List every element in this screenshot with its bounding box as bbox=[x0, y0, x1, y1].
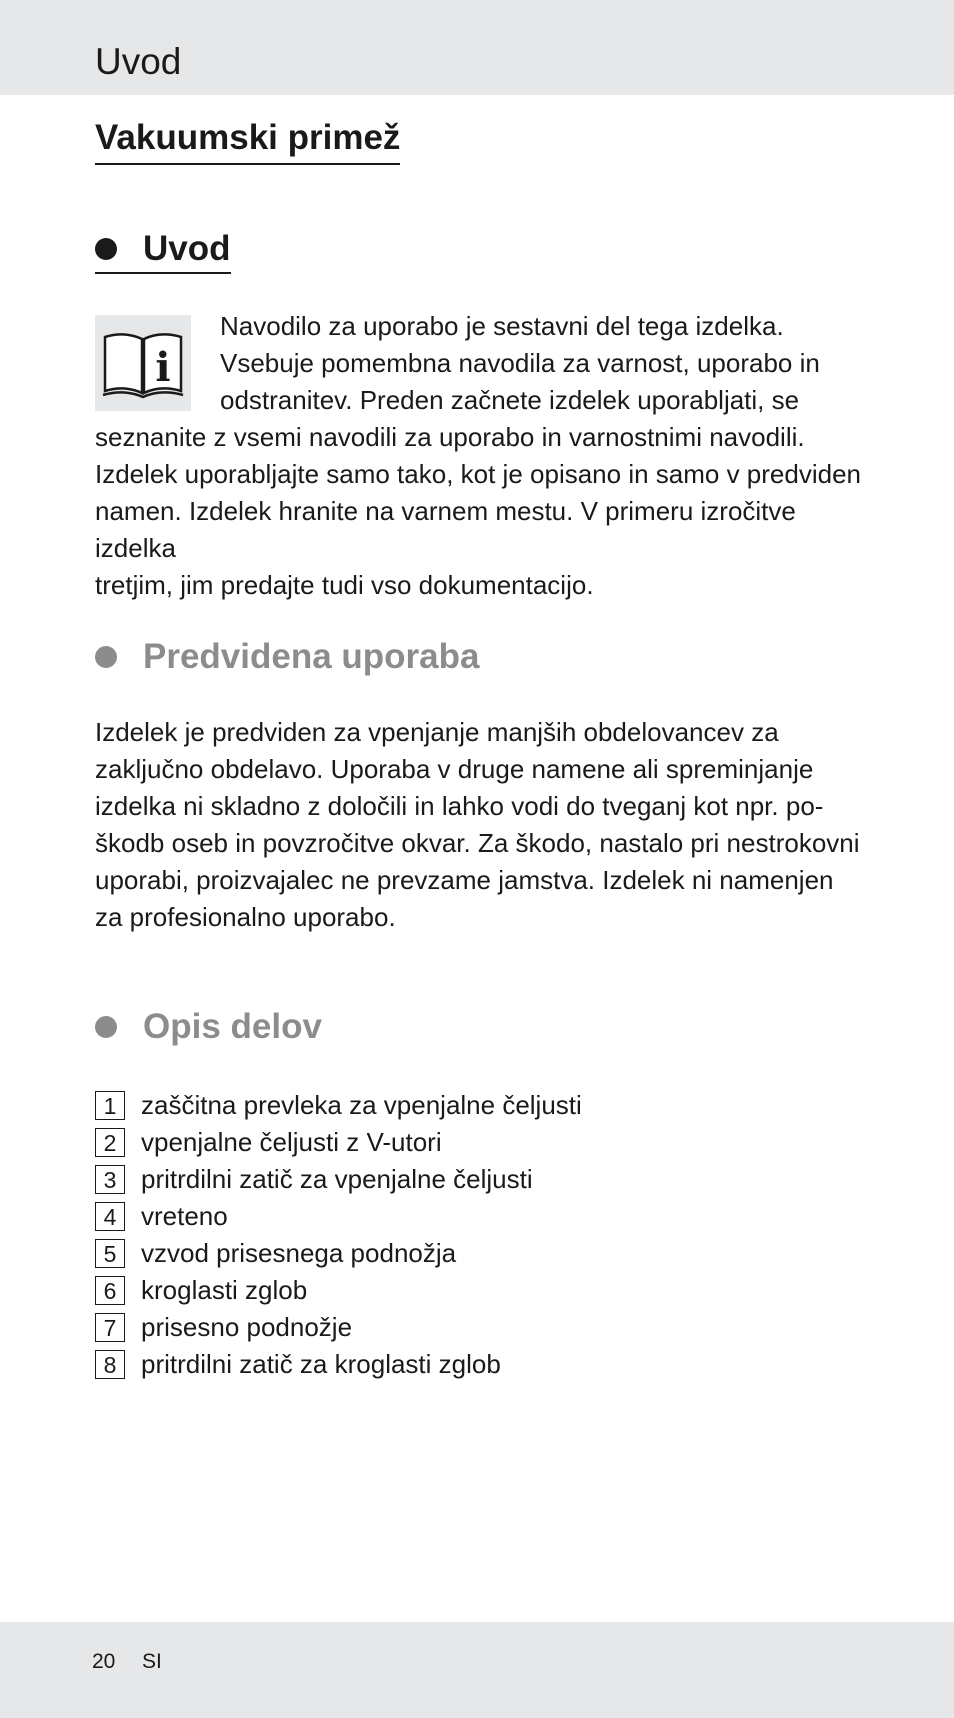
text-line: uporabi, proizvajalec ne prevzame jamstva. Izdelek ni namenjen bbox=[95, 865, 834, 895]
intro-paragraph-indented bbox=[220, 308, 870, 419]
text-line: Izdelek uporabljajte samo tako, kot je opisano in samo v predviden bbox=[95, 459, 861, 489]
part-number-badge: 4 bbox=[95, 1202, 125, 1231]
intro-paragraph bbox=[95, 419, 865, 604]
part-number-badge: 6 bbox=[95, 1276, 125, 1305]
document-title: Vakuumski primež bbox=[95, 114, 400, 165]
svg-text:i: i bbox=[155, 344, 171, 391]
list-item bbox=[95, 1235, 582, 1272]
uporaba-paragraph bbox=[95, 714, 865, 936]
list-item bbox=[95, 1161, 582, 1198]
list-item bbox=[95, 1346, 582, 1383]
section-title: Predvidena uporaba bbox=[143, 637, 480, 676]
list-item bbox=[95, 1087, 582, 1124]
part-label: vzvod prisesnega podnožja bbox=[141, 1238, 457, 1268]
list-item bbox=[95, 1309, 582, 1346]
part-label: zaščitna prevleka za vpenjalne čeljusti bbox=[141, 1090, 582, 1120]
text-line: namen. Izdelek hranite na varnem mestu. V primeru izročitve izdelka bbox=[95, 496, 796, 563]
part-label: vpenjalne čeljusti z V-utori bbox=[141, 1127, 442, 1157]
info-book-icon bbox=[95, 315, 191, 411]
list-item bbox=[95, 1272, 582, 1309]
text-line: škodb oseb in povzročitve okvar. Za škodo, nastalo pri nestrokovni bbox=[95, 828, 860, 858]
header-section-label: Uvod bbox=[95, 41, 182, 82]
part-label: prisesno podnožje bbox=[141, 1312, 353, 1342]
part-label: pritrdilni zatič za kroglasti zglob bbox=[141, 1349, 501, 1379]
text-line: tretjim, jim predajte tudi vso dokumentacijo. bbox=[95, 570, 594, 600]
text-line: Navodilo za uporabo je sestavni del tega izdelka. bbox=[220, 311, 784, 341]
text-line: seznanite z vsemi navodili za uporabo in varnostnimi navodili. bbox=[95, 422, 805, 452]
list-item bbox=[95, 1198, 582, 1235]
text-line: Vsebuje pomembna navodila za varnost, uporabo in bbox=[220, 348, 820, 378]
part-label: vreteno bbox=[141, 1201, 228, 1231]
bullet-icon bbox=[95, 646, 117, 668]
section-heading-uporaba bbox=[95, 634, 479, 680]
section-heading-uvod bbox=[95, 226, 231, 274]
text-line: zaključno obdelavo. Uporaba v druge namene ali spreminjanje bbox=[95, 754, 814, 784]
section-heading-opis bbox=[95, 1004, 322, 1050]
text-line: odstranitev. Preden začnete izdelek uporabljati, se bbox=[220, 385, 800, 415]
page-number: 20 bbox=[92, 1650, 116, 1673]
list-item bbox=[95, 1124, 582, 1161]
part-number-badge: 5 bbox=[95, 1239, 125, 1268]
part-number-badge: 8 bbox=[95, 1350, 125, 1379]
part-number-badge: 1 bbox=[95, 1091, 125, 1120]
part-number-badge: 2 bbox=[95, 1128, 125, 1157]
part-label: pritrdilni zatič za vpenjalne čeljusti bbox=[141, 1164, 533, 1194]
section-title: Opis delov bbox=[143, 1007, 322, 1046]
text-line: za profesionalno uporabo. bbox=[95, 902, 396, 932]
part-label: kroglasti zglob bbox=[141, 1275, 308, 1305]
text-line: Izdelek je predviden za vpenjanje manjših obdelovancev za bbox=[95, 717, 779, 747]
bullet-icon bbox=[95, 238, 117, 260]
section-title: Uvod bbox=[143, 229, 231, 268]
language-code: SI bbox=[142, 1650, 162, 1673]
text-line: izdelka ni skladno z določili in lahko vodi do tveganj kot npr. po- bbox=[95, 791, 824, 821]
bullet-icon bbox=[95, 1016, 117, 1038]
part-number-badge: 3 bbox=[95, 1165, 125, 1194]
parts-list bbox=[95, 1087, 582, 1383]
part-number-badge: 7 bbox=[95, 1313, 125, 1342]
